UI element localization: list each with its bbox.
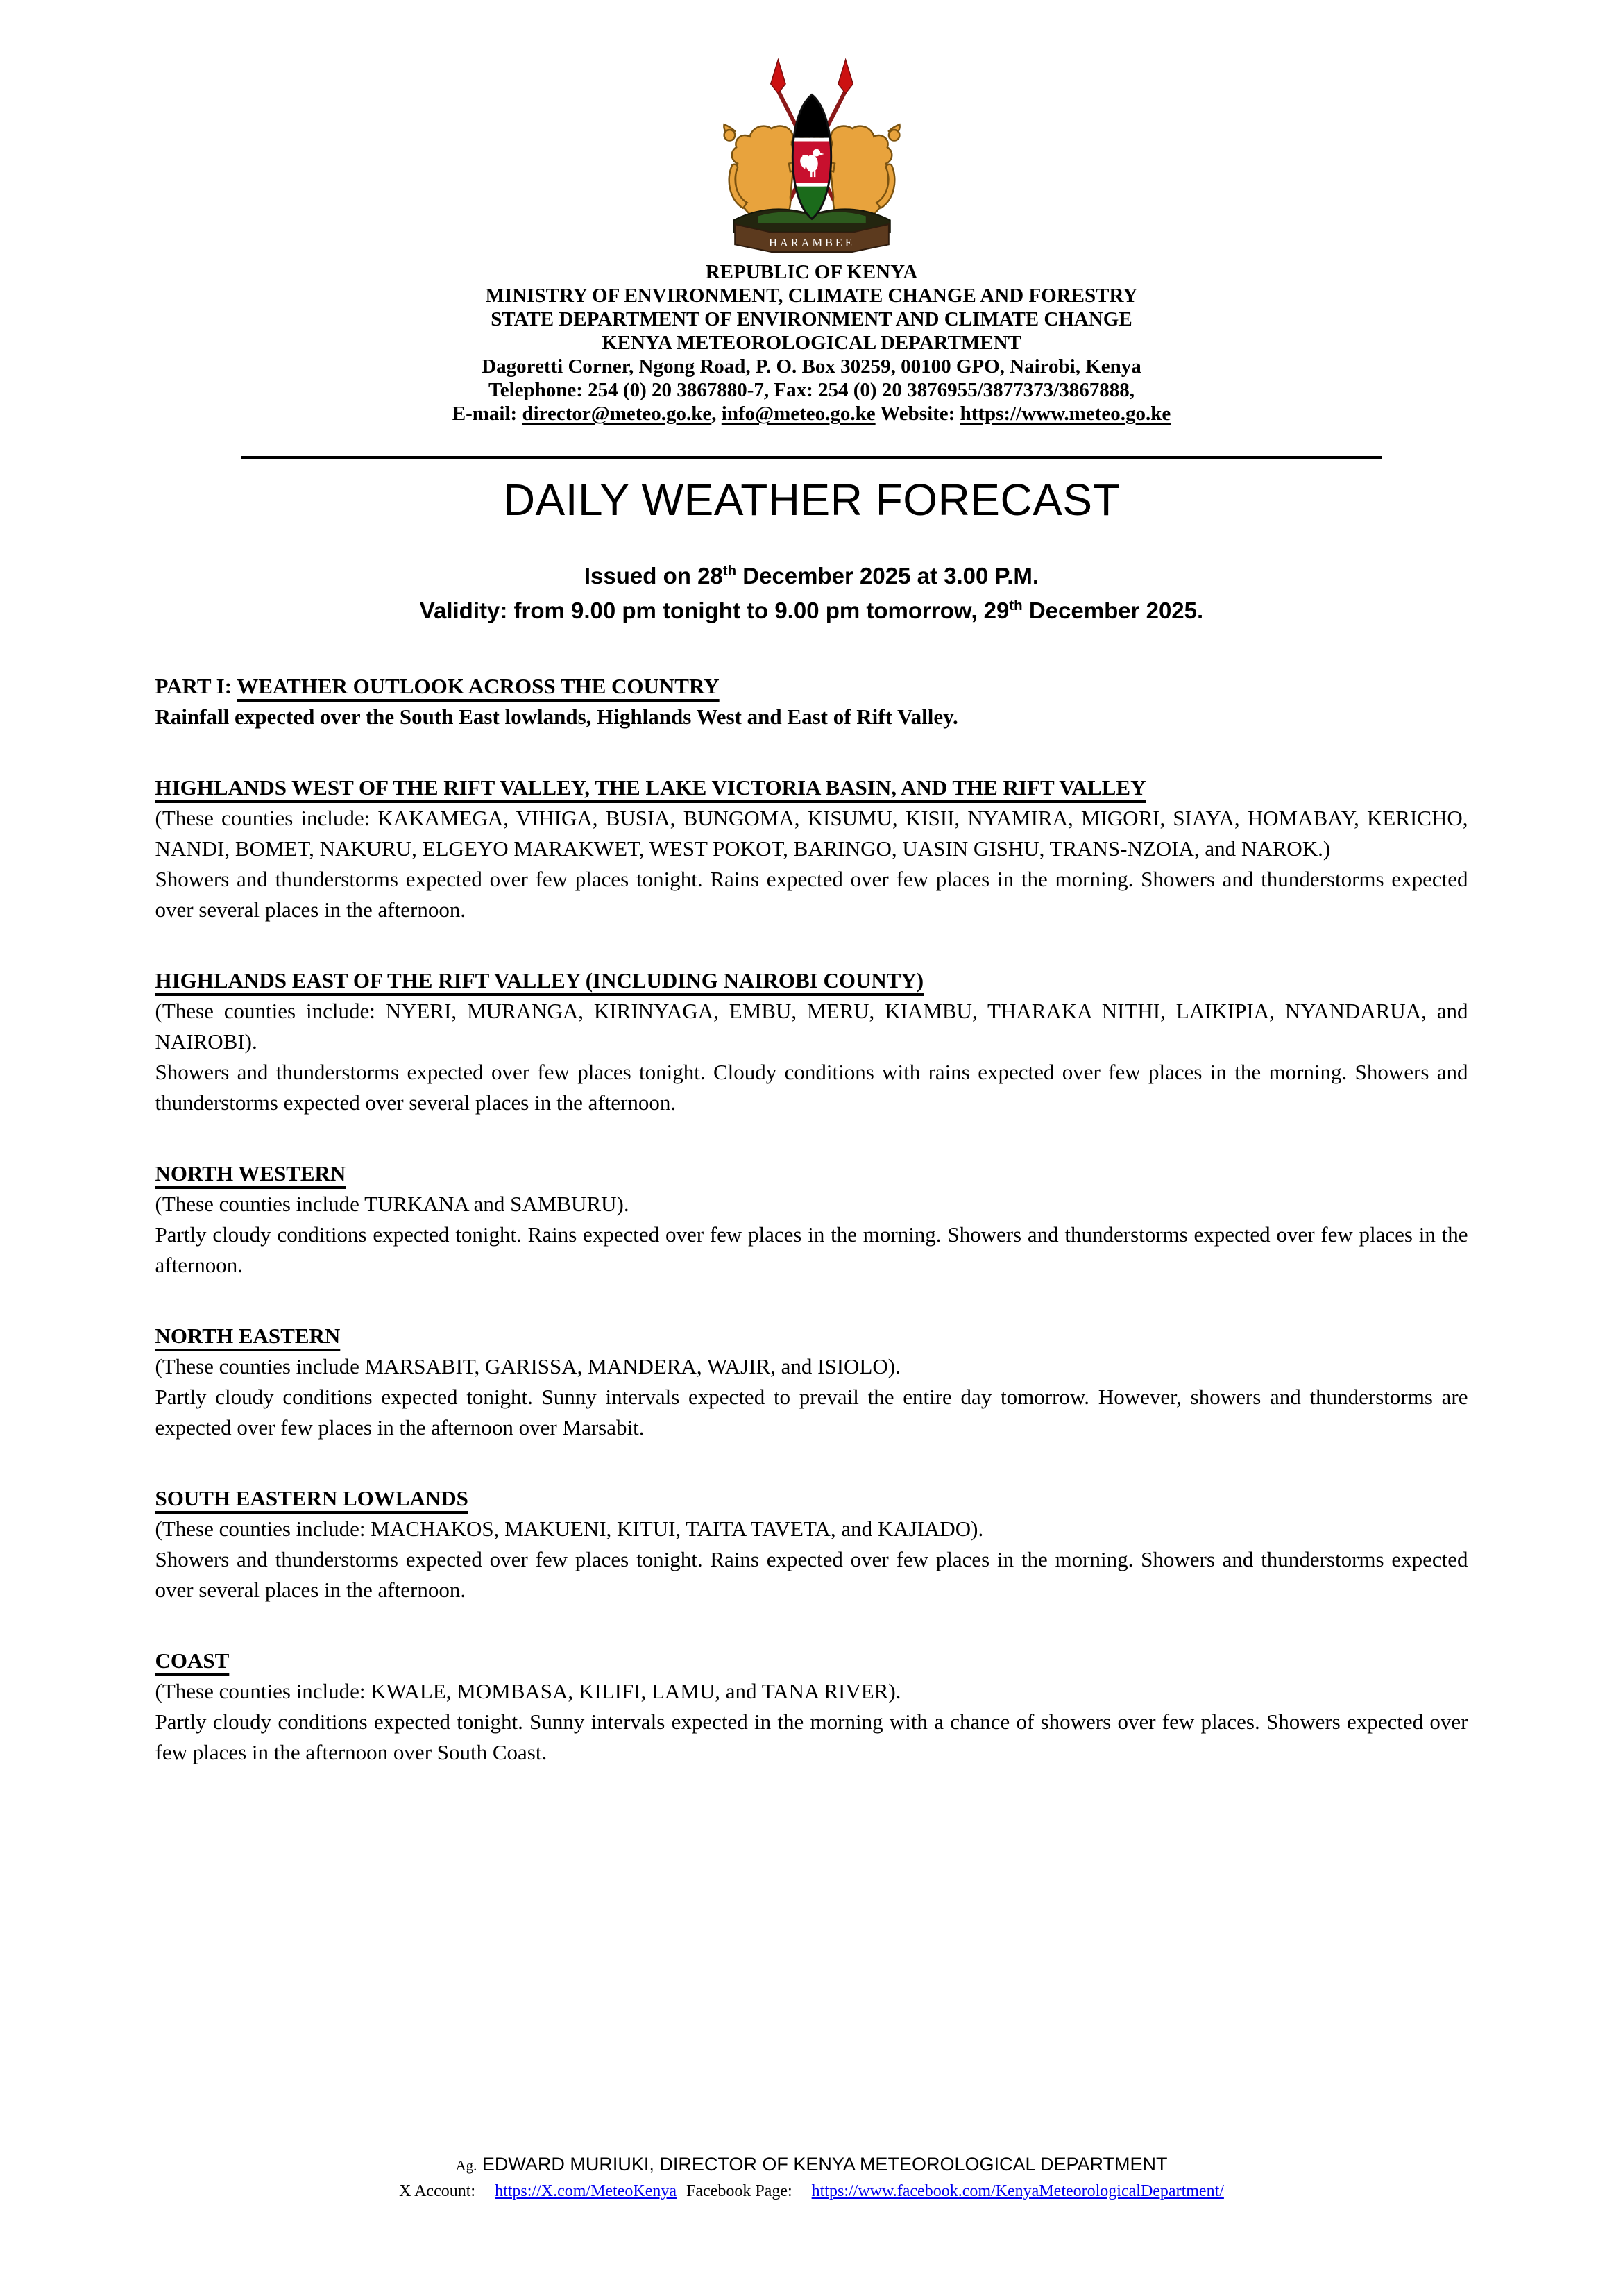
section-heading: SOUTH EASTERN LOWLANDS: [155, 1486, 468, 1510]
section-heading: COAST: [155, 1648, 230, 1673]
section-counties: (These counties include TURKANA and SAMBURU).: [155, 1192, 629, 1216]
section-south-eastern-lowlands: [155, 1483, 1468, 1605]
section-counties: (These counties include MARSABIT, GARISSA, MANDERA, WAJIR, and ISIOLO).: [155, 1354, 901, 1378]
website-url[interactable]: https://www.meteo.go.ke: [960, 403, 1171, 425]
section-forecast: Showers and thunderstorms expected over few places tonight. Cloudy conditions with rains expected over few places in the morning. Showers and thunderstorms expected over several places in the afternoon.: [155, 1060, 1468, 1115]
email-director[interactable]: director@meteo.go.ke: [522, 403, 712, 425]
part1-label: PART I:: [155, 674, 237, 698]
department-line: KENYA METEOROLOGICAL DEPARTMENT: [602, 332, 1021, 354]
section-north-eastern: [155, 1321, 1468, 1443]
forecast-body: [155, 628, 1468, 1768]
ministry-line: MINISTRY OF ENVIRONMENT, CLIMATE CHANGE AND FORESTRY: [485, 285, 1138, 307]
letterhead: [452, 260, 1171, 425]
part1-heading: [155, 671, 1468, 702]
section-north-western: [155, 1158, 1468, 1281]
republic-line: REPUBLIC OF KENYA: [705, 261, 918, 283]
director-signature: [399, 2154, 1224, 2175]
part1-title: WEATHER OUTLOOK ACROSS THE COUNTRY: [237, 674, 720, 698]
facebook-label: Facebook Page:: [686, 2182, 792, 2200]
email-separator: ,: [711, 403, 722, 425]
part1-summary: Rainfall expected over the South East lowlands, Highlands West and East of Rift Valley.: [155, 704, 958, 729]
section-counties: (These counties include: NYERI, MURANGA, KIRINYAGA, EMBU, MERU, KIAMBU, THARAKA NITHI, LAIKIPIA, NYANDARUA, and NAIROBI).: [155, 999, 1468, 1054]
section-heading: HIGHLANDS WEST OF THE RIFT VALLEY, THE LAKE VICTORIA BASIN, AND THE RIFT VALLEY: [155, 775, 1146, 800]
x-account-link[interactable]: https://X.com/MeteoKenya: [495, 2182, 677, 2200]
social-links: [399, 2182, 1224, 2201]
email-label: E-mail:: [452, 403, 522, 425]
kenya-coat-of-arms-icon: [690, 56, 933, 253]
section-counties: (These counties include: MACHAKOS, MAKUENI, KITUI, TAITA TAVETA, and KAJIADO).: [155, 1517, 984, 1541]
x-account-label: X Account:: [399, 2182, 476, 2200]
telephone-line: Telephone: 254 (0) 20 3867880-7, Fax: 254 (0) 20 3876955/3877373/3867888,: [488, 379, 1135, 401]
section-forecast: Partly cloudy conditions expected tonight. Rains expected over few places in the morning. Showers and thunderstorms expected over few places in the afternoon.: [155, 1222, 1468, 1277]
section-forecast: Showers and thunderstorms expected over few places tonight. Rains expected over few places in the morning. Showers and thunderstorms expected over several places in the afternoon.: [155, 867, 1468, 922]
section-heading: HIGHLANDS EAST OF THE RIFT VALLEY (INCLUDING NAIROBI COUNTY): [155, 968, 924, 993]
harambee-motto: HARAMBEE: [768, 236, 855, 250]
facebook-link[interactable]: https://www.facebook.com/KenyaMeteorologicalDepartment/: [811, 2182, 1224, 2200]
section-counties: (These counties include: KWALE, MOMBASA, KILIFI, LAMU, and TANA RIVER).: [155, 1679, 901, 1703]
issue-block: [420, 559, 1203, 628]
section-heading: NORTH EASTERN: [155, 1324, 341, 1348]
section-forecast: Showers and thunderstorms expected over few places tonight. Rains expected over few places in the morning. Showers and thunderstorms expected over several places in the afternoon.: [155, 1547, 1468, 1602]
page-title: DAILY WEATHER FORECAST: [502, 475, 1121, 525]
footer: [399, 2154, 1224, 2201]
section-highlands-east: [155, 965, 1468, 1118]
validity-line: Validity: from 9.00 pm tonight to 9.00 pm tomorrow, 29th December 2025.: [419, 598, 1204, 623]
section-forecast: Partly cloudy conditions expected tonight. Sunny intervals expected in the morning with a chance of showers over few places. Showers expected over few places in the afternoon over South Coast.: [155, 1710, 1468, 1764]
section-coast: [155, 1646, 1468, 1768]
section-highlands-west: [155, 773, 1468, 925]
state-department-line: STATE DEPARTMENT OF ENVIRONMENT AND CLIMATE CHANGE: [491, 308, 1132, 330]
address-line: Dagoretti Corner, Ngong Road, P. O. Box 30259, 00100 GPO, Nairobi, Kenya: [482, 355, 1141, 378]
header-divider: [241, 456, 1382, 459]
acting-abbrev: Ag.: [455, 2157, 477, 2174]
section-counties: (These counties include: KAKAMEGA, VIHIGA, BUSIA, BUNGOMA, KISUMU, KISII, NYAMIRA, MIGORI, SIAYA, HOMABAY, KERICHO, NANDI, BOMET, NAKURU, ELGEYO MARAKWET, WEST POKOT, BARINGO, UASIN GISHU, TRANS-NZOIA, and NAROK.): [155, 806, 1468, 861]
section-heading: NORTH WESTERN: [155, 1161, 346, 1185]
section-forecast: Partly cloudy conditions expected tonight. Sunny intervals expected to prevail the entire day tomorrow. However, showers and thunderstorms are expected over few places in the afternoon over Marsabit.: [155, 1385, 1468, 1440]
email-line: [452, 402, 1171, 425]
email-info[interactable]: info@meteo.go.ke: [721, 403, 876, 425]
website-label: Website:: [875, 403, 960, 425]
director-name: EDWARD MURIUKI, DIRECTOR OF KENYA METEOROLOGICAL DEPARTMENT: [477, 2154, 1168, 2175]
issued-line: Issued on 28th December 2025 at 3.00 P.M.: [584, 563, 1039, 589]
